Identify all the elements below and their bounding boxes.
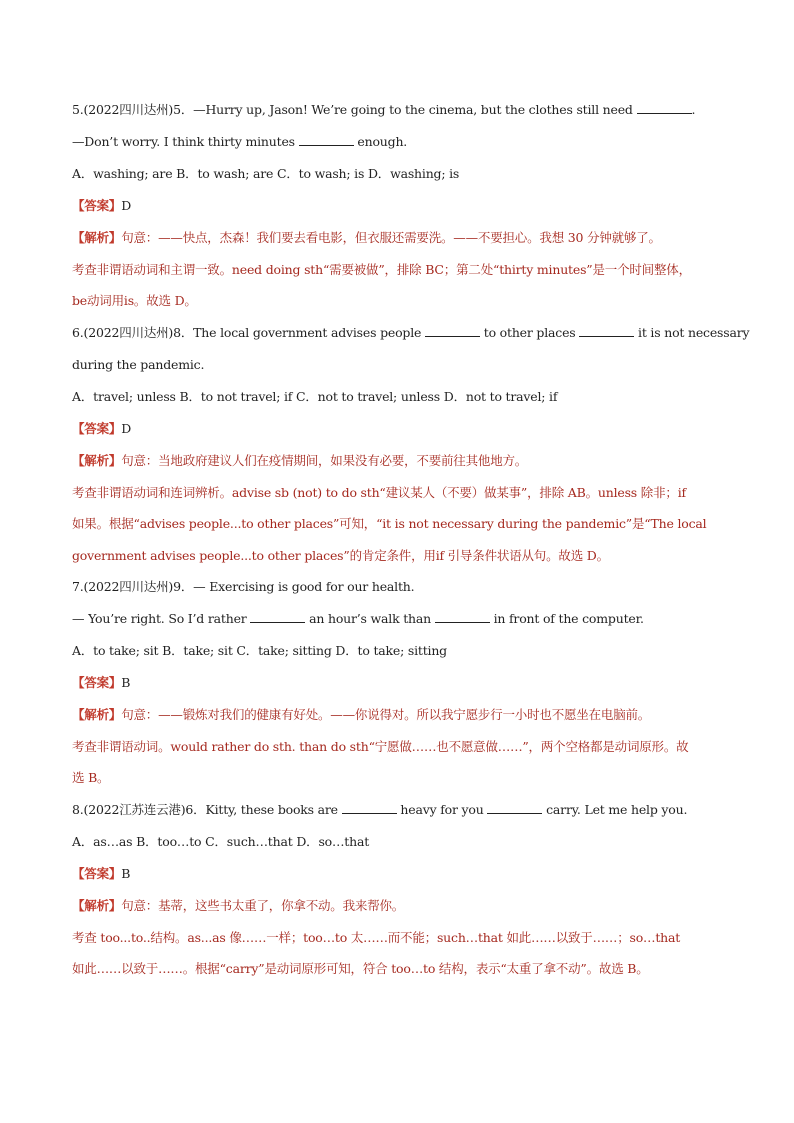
question-5-options: A．washing; are B．to wash; are C．to wash; is D．washing; is [72,166,460,181]
question-5-stem-line-2 [72,133,407,151]
analysis-label: 【解析】 [72,453,122,468]
question-text: carry. Let me help you. [542,802,688,817]
answer-label: 【答案】 [72,866,122,881]
question-5-analysis-line-1 [72,229,661,247]
question-text: 5.(2022四川达州)5．—Hurry up, Jason! We’re going to the cinema, but the clothes still need [72,102,637,117]
answer-blank [435,610,490,623]
answer-blank [637,101,692,114]
answer-value: B [121,675,131,690]
question-8-options: A．as…as B．too…to C．such…that D．so…that [72,834,370,849]
answer-label: 【答案】 [72,421,122,436]
question-5-analysis-line-2: 考查非谓语动词和主谓一致。need doing sth“需要被做”，排除 BC；第二处“thirty minutes”是一个时间整体， [72,262,691,277]
question-8-analysis-line-2: 考查 too...to..结构。as...as 像……一样；too…to 太……而不能；such…that 如此……以致于……；so…that [72,930,681,945]
question-text: 6.(2022四川达州)8．The local government advises people [72,325,425,340]
question-7-stem-line-1: 7.(2022四川达州)9．— Exercising is good for our health. [72,579,415,594]
answer-blank [250,610,305,623]
question-text: —Don’t worry. I think thirty minutes [72,134,299,149]
analysis-text: 句意：——锻炼对我们的健康有好处。——你说得对。所以我宁愿步行一小时也不愿坐在电脑前。 [121,707,651,722]
question-6-options: A．travel; unless B．to not travel; if C．not to travel; unless D．not to travel; if [72,389,558,404]
question-7-analysis-line-3: 选 B。 [72,770,110,785]
question-8-analysis-line-3: 如此……以致于……。根据“carry”是动词原形可知，符合 too…to 结构，表示“太重了拿不动”。故选 B。 [72,961,649,976]
question-8-analysis-line-1 [72,897,404,915]
question-text: — You’re right. So I’d rather [72,611,251,626]
question-6-stem-line-2: during the pandemic. [72,357,205,372]
question-8-answer [72,865,130,883]
answer-value: B [121,866,131,881]
question-6-analysis-line-3: 如果。根据“advises people...to other places”可知，“it is not necessary during the pandemic”是“The local [72,516,707,531]
question-7-options: A．to take; sit B．take; sit C．take; sitting D．to take; sitting [72,643,447,658]
answer-blank [299,133,354,146]
question-6-answer [72,420,131,438]
question-5-analysis-line-3: be动词用is。故选 D。 [72,293,197,308]
question-7-answer [72,674,130,692]
question-6-stem-line-1 [72,324,749,342]
analysis-text: 句意：——快点，杰森！我们要去看电影，但衣服还需要洗。——不要担心。我想 30 分钟就够了。 [121,230,661,245]
answer-blank [579,324,634,337]
question-text: an hour’s walk than [305,611,435,626]
question-7-stem-line-2 [72,610,644,628]
analysis-text: 句意：当地政府建议人们在疫情期间，如果没有必要，不要前往其他地方。 [121,453,528,468]
question-6-analysis-line-1 [72,452,527,470]
answer-value: D [121,198,132,213]
answer-value: D [121,421,132,436]
question-7-analysis-line-2: 考查非谓语动词。would rather do sth. than do sth“宁愿做……也不愿意做……”，两个空格都是动词原形。故 [72,739,689,754]
question-6-analysis-line-2: 考查非谓语动词和连词辨析。advise sb (not) to do sth“建议某人（不要）做某事”，排除 AB。unless 除非；if [72,485,686,500]
question-8-stem-line-1 [72,801,687,819]
answer-label: 【答案】 [72,675,122,690]
question-5-answer [72,197,131,215]
question-text: . [691,102,696,117]
question-text: enough. [353,134,408,149]
question-text: it is not necessary [634,325,750,340]
question-text: in front of the computer. [489,611,644,626]
question-6-analysis-line-4: government advises people...to other places”的肯定条件，用if 引导条件状语从句。故选 D。 [72,548,609,563]
question-5-stem-line-1 [72,101,695,119]
question-7-analysis-line-1 [72,706,650,724]
analysis-label: 【解析】 [72,707,122,722]
answer-blank [487,801,542,814]
question-text: to other places [479,325,580,340]
analysis-label: 【解析】 [72,230,122,245]
answer-blank [425,324,480,337]
analysis-label: 【解析】 [72,898,122,913]
analysis-text: 句意：基蒂，这些书太重了，你拿不动。我来帮你。 [121,898,405,913]
question-text: 8.(2022江苏连云港)6．Kitty, these books are [72,802,342,817]
question-text: heavy for you [396,802,488,817]
answer-blank [342,801,397,814]
answer-label: 【答案】 [72,198,122,213]
